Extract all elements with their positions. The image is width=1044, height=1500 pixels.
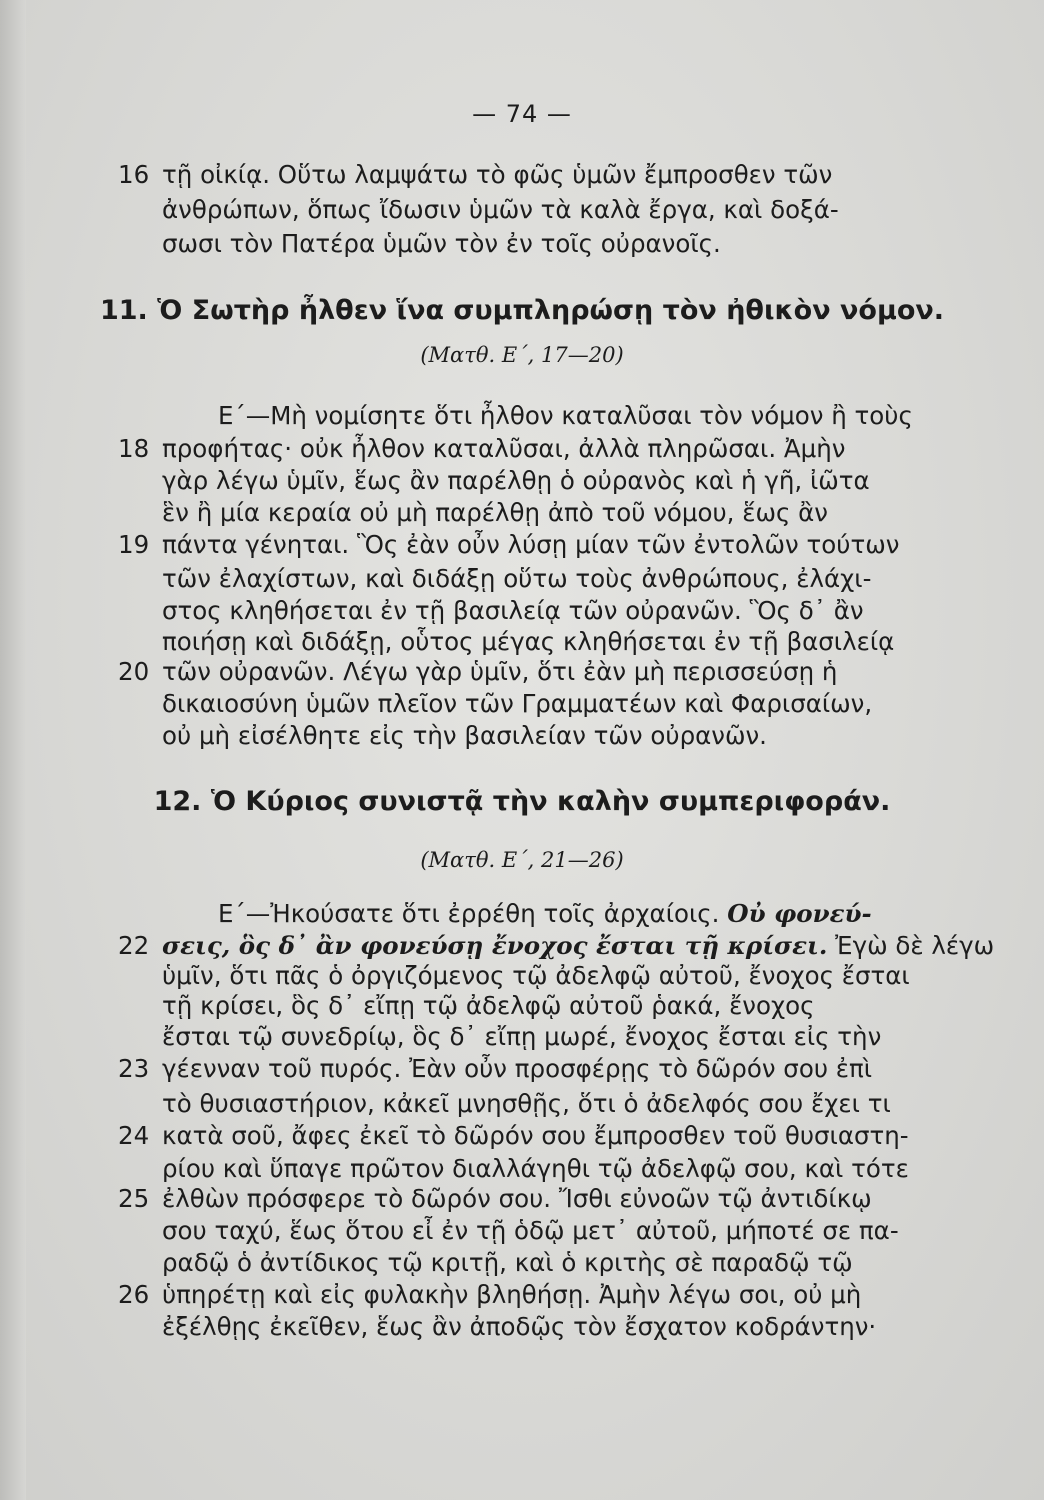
text-line: ἐλθὼν πρόσφερε τὸ δῶρόν σου. Ἴσθι εὐνοῶν τῷ ἀντιδίκῳ — [162, 1184, 872, 1213]
text-line: ὑπηρέτῃ καὶ εἰς φυλακὴν βληθήσῃ. Ἀμὴν λέγω σοι, οὐ μὴ — [162, 1280, 862, 1309]
bold-italic-quote: Οὐ φονεύ- — [727, 899, 872, 928]
text-line: ἓν ἢ μία κεραία οὐ μὴ παρέλθῃ ἀπὸ τοῦ νόμου, ἕως ἂν — [162, 498, 828, 527]
section-heading: 11. Ὁ Σωτὴρ ἦλθεν ἵνα συμπληρώσῃ τὸν ἠθικὸν νόμον. — [99, 295, 945, 326]
text-line: πάντα γένηται. Ὃς ἐὰν οὖν λύσῃ μίαν τῶν ἐντολῶν τούτων — [162, 530, 900, 559]
verse-number: 23 — [118, 1054, 150, 1083]
scripture-reference: (Ματθ. Ε΄, 21—26) — [420, 848, 624, 872]
verse-number: 22 — [118, 931, 150, 960]
page-edge-shadow — [0, 0, 26, 1500]
text-line: σωσι τὸν Πατέρα ὑμῶν τὸν ἐν τοῖς οὐρανοῖς. — [162, 229, 721, 258]
page-number: — 74 — — [472, 100, 572, 128]
bold-italic-quote: σεις, ὃς δ᾿ ἂν φονεύσῃ ἔνοχος ἔσται τῇ κρίσει. — [162, 931, 828, 960]
text-line: οὐ μὴ εἰσέλθητε εἰς τὴν βασιλείαν τῶν οὐρανῶν. — [162, 721, 767, 750]
text-line: τῶν οὐρανῶν. Λέγω γὰρ ὑμῖν, ὅτι ἐὰν μὴ περισσεύσῃ ἡ — [162, 657, 838, 686]
text-line — [162, 930, 1024, 962]
verse-number: 18 — [118, 434, 150, 463]
text-line: ρίου καὶ ὕπαγε πρῶτον διαλλάγηθι τῷ ἀδελφῷ σου, καὶ τότε — [162, 1154, 909, 1183]
text-run: Ε΄—Ἠκούσατε ὅτι ἐρρέθη τοῖς ἀρχαίοις. — [218, 899, 728, 928]
text-line: κατὰ σοῦ, ἄφες ἐκεῖ τὸ δῶρόν σου ἔμπροσθεν τοῦ θυσιαστη- — [162, 1121, 909, 1150]
verse-number: 16 — [118, 160, 150, 189]
text-line: ραδῷ ὁ ἀντίδικος τῷ κριτῇ, καὶ ὁ κριτὴς σὲ παραδῷ τῷ — [162, 1248, 853, 1277]
text-line — [218, 898, 1044, 930]
verse-number: 19 — [118, 530, 150, 559]
text-line: σου ταχύ, ἕως ὅτου εἶ ἐν τῇ ὁδῷ μετ᾿ αὐτοῦ, μήποτέ σε πα- — [162, 1216, 899, 1245]
text-line: γέενναν τοῦ πυρός. Ἐὰν οὖν προσφέρῃς τὸ δῶρόν σου ἐπὶ — [162, 1054, 873, 1083]
text-line: ἀνθρώπων, ὅπως ἴδωσιν ὑμῶν τὰ καλὰ ἔργα, καὶ δοξά- — [162, 195, 839, 224]
text-line: δικαιοσύνη ὑμῶν πλεῖον τῶν Γραμματέων καὶ Φαρισαίων, — [162, 689, 873, 718]
verse-number: 26 — [118, 1280, 150, 1309]
text-line: ἐξέλθῃς ἐκεῖθεν, ἕως ἂν ἀποδῷς τὸν ἔσχατον κοδράντην· — [162, 1312, 877, 1341]
text-line: τῇ οἰκίᾳ. Οὕτω λαμψάτω τὸ φῶς ὑμῶν ἔμπροσθεν τῶν — [162, 160, 833, 189]
text-line: ἔσται τῷ συνεδρίῳ, ὃς δ᾿ εἴπῃ μωρέ, ἔνοχος ἔσται εἰς τὴν — [162, 1022, 882, 1051]
text-line: στος κληθήσεται ἐν τῇ βασιλείᾳ τῶν οὐρανῶν. Ὃς δ᾿ ἂν — [162, 596, 864, 625]
text-line: γὰρ λέγω ὑμῖν, ἕως ἂν παρέλθῃ ὁ οὐρανὸς καὶ ἡ γῆ, ἰῶτα — [162, 466, 870, 495]
text-line: τὸ θυσιαστήριον, κἀκεῖ μνησθῇς, ὅτι ὁ ἀδελφός σου ἔχει τι — [162, 1089, 891, 1118]
verse-number: 24 — [118, 1121, 150, 1150]
text-line: προφήτας· οὐκ ἦλθον καταλῦσαι, ἀλλὰ πληρῶσαι. Ἀμὴν — [162, 434, 846, 463]
verse-number: 25 — [118, 1184, 150, 1213]
text-line: Ε΄—Μὴ νομίσητε ὅτι ἦλθον καταλῦσαι τὸν νόμον ἢ τοὺς — [218, 401, 913, 430]
text-line: τῶν ἐλαχίστων, καὶ διδάξῃ οὕτω τοὺς ἀνθρώπους, ἐλάχι- — [162, 564, 872, 593]
text-line: ὑμῖν, ὅτι πᾶς ὁ ὀργιζόμενος τῷ ἀδελφῷ αὐτοῦ, ἔνοχος ἔσται — [162, 961, 910, 990]
section-heading: 12. Ὁ Κύριος συνιστᾷ τὴν καλὴν συμπεριφοράν. — [153, 786, 891, 817]
text-line: τῇ κρίσει, ὃς δ᾿ εἴπῃ τῷ ἀδελφῷ αὐτοῦ ῥακά, ἔνοχος — [162, 991, 815, 1020]
text-run: Ἐγὼ δὲ λέγω — [827, 931, 995, 960]
verse-number: 20 — [118, 657, 150, 686]
scripture-reference: (Ματθ. Ε΄, 17—20) — [420, 343, 624, 367]
text-line: ποιήσῃ καὶ διδάξῃ, οὗτος μέγας κληθήσεται ἐν τῇ βασιλείᾳ — [162, 627, 895, 656]
